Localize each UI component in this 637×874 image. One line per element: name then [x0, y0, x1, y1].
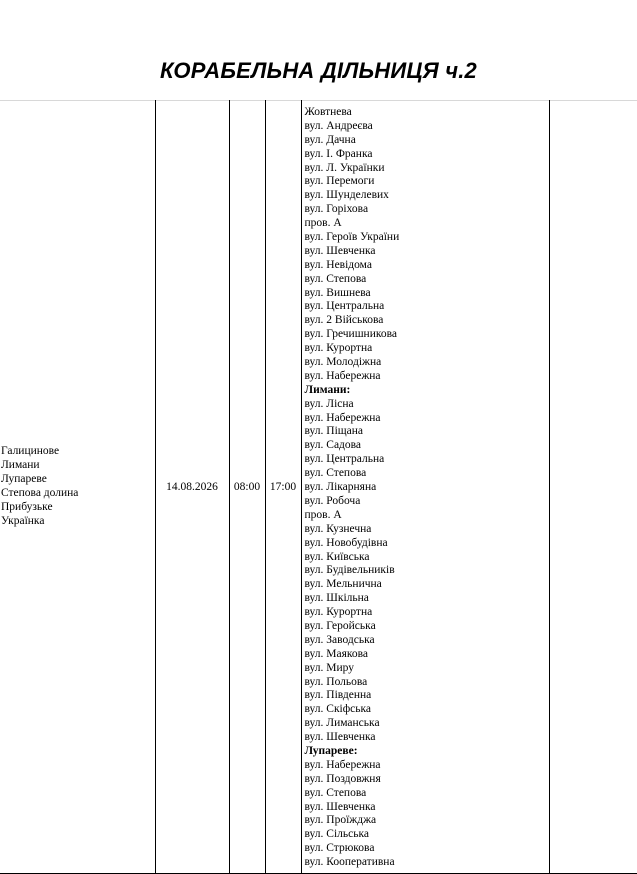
street-item: вул. Новобудівна: [304, 536, 388, 549]
settlement-heading: Лимани:: [304, 383, 351, 396]
street-item: вул. Набережна: [304, 369, 381, 382]
street-item: вул. Шкільна: [304, 592, 369, 605]
settlement-item: Степова долина: [1, 487, 79, 499]
street-item: вул. Степова: [304, 272, 367, 285]
street-item: пров. А: [304, 217, 342, 230]
street-item: вул. Робоча: [304, 494, 361, 507]
street-item: вул. Поздовжня: [304, 772, 381, 785]
settlements-cell: [0, 101, 155, 874]
street-item: вул. Молодіжна: [304, 356, 382, 369]
street-item: вул. Польова: [304, 675, 368, 688]
streets-list: [305, 106, 549, 870]
street-item: Жовтнева: [304, 106, 352, 118]
outage-date: 14.08.2026: [166, 481, 218, 493]
street-item: пров. А: [304, 508, 342, 521]
street-item: вул. Миру: [304, 661, 354, 674]
settlement-item: Лимани: [1, 459, 40, 472]
street-item: вул. Вишнева: [304, 286, 371, 299]
street-item: вул. Андреєва: [304, 119, 373, 132]
page-title: КОРАБЕЛЬНА ДІЛЬНИЦЯ ч.2: [160, 58, 477, 83]
street-item: вул. Невідома: [304, 258, 372, 271]
street-item: вул. Будівельників: [304, 564, 395, 577]
schedule-table: [0, 100, 637, 874]
street-item: вул. Маякова: [304, 647, 369, 660]
street-item: вул. Південна: [304, 689, 372, 702]
street-item: вул. Садова: [304, 439, 362, 452]
end-time: 17:00: [269, 481, 297, 493]
street-item: вул. Кооперативна: [304, 856, 395, 869]
street-item: вул. Геройська: [304, 619, 376, 632]
street-item: вул. Центральна: [304, 300, 385, 313]
table-row: [0, 101, 637, 874]
street-item: вул. Л. Українки: [304, 161, 385, 174]
street-item: вул. Степова: [304, 467, 367, 480]
street-item: вул. Героїв України: [304, 231, 400, 244]
start-time: 08:00: [233, 481, 261, 493]
street-item: вул. Лікарняна: [304, 481, 377, 494]
start-time-cell: [229, 101, 265, 874]
street-item: вул. Стрюкова: [304, 842, 375, 855]
street-item: вул. Мельнична: [304, 578, 382, 591]
settlements-list: [1, 445, 155, 528]
street-item: вул. Сільська: [304, 828, 369, 841]
street-item: вул. Шунделевих: [304, 189, 389, 202]
street-item: вул. Курортна: [304, 342, 373, 355]
street-item: вул. Степова: [304, 786, 367, 799]
street-item: вул. Набережна: [304, 758, 381, 771]
street-item: вул. Шевченка: [304, 244, 376, 257]
street-item: вул. Кузнечна: [304, 522, 372, 535]
streets-cell: [301, 101, 549, 874]
street-item: вул. Піщана: [304, 425, 363, 438]
street-item: вул. Гречишникова: [304, 328, 397, 341]
street-item: вул. Перемоги: [304, 175, 375, 188]
street-item: вул. Курортна: [304, 606, 373, 619]
settlement-item: Галицинове: [1, 445, 60, 458]
settlement-heading: Лупареве:: [304, 744, 358, 757]
street-item: вул. Горіхова: [304, 203, 369, 216]
street-item: вул. Шевченка: [304, 731, 376, 744]
end-time-cell: [265, 101, 301, 874]
street-item: вул. Набережна: [304, 411, 381, 424]
street-item: вул. 2 Військова: [304, 314, 384, 327]
street-item: вул. Лиманська: [304, 717, 380, 730]
street-item: вул. Центральна: [304, 453, 385, 466]
street-item: вул. Заводська: [304, 633, 375, 646]
street-item: вул. Проїжджа: [304, 814, 377, 827]
settlement-item: Лупареве: [1, 473, 47, 486]
settlement-item: Прибузьке: [1, 500, 53, 513]
notes-cell: [549, 101, 637, 874]
street-item: вул. Лісна: [304, 397, 354, 410]
date-cell: [155, 101, 229, 874]
street-item: вул. Шевченка: [304, 800, 376, 813]
street-item: вул. Дачна: [304, 133, 356, 146]
street-item: вул. Київська: [304, 550, 370, 563]
settlement-item: Українка: [1, 514, 45, 527]
street-item: вул. І. Франка: [304, 147, 373, 160]
street-item: вул. Скіфська: [304, 703, 372, 716]
